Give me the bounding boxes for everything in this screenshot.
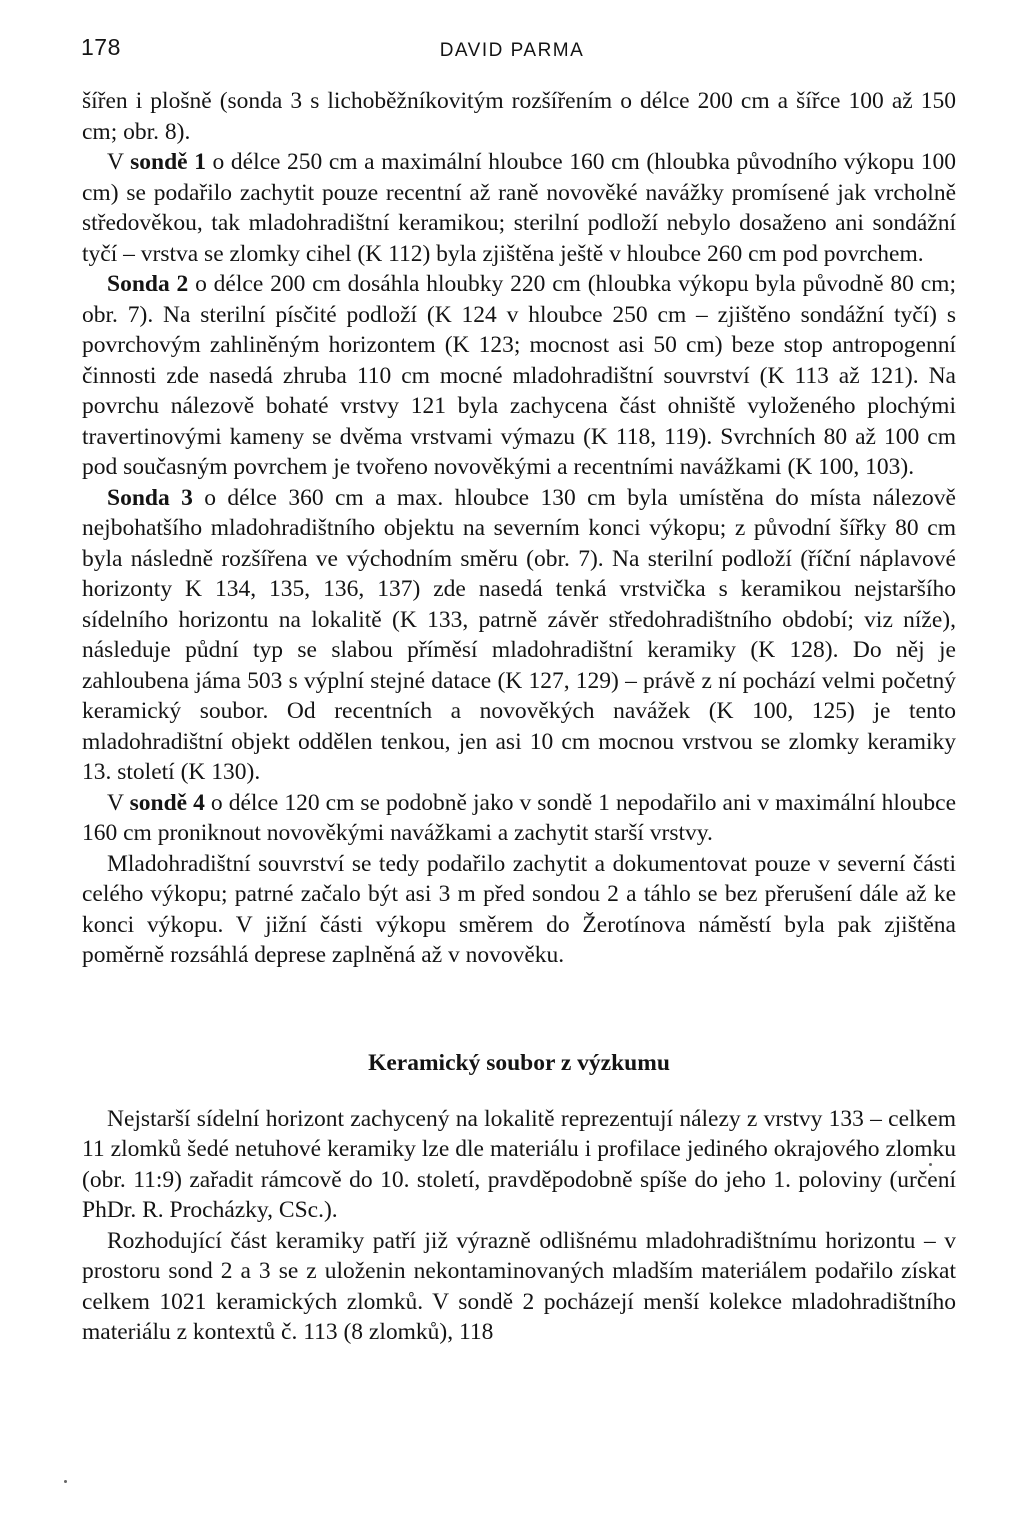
sonda-2-label: Sonda 2 (107, 271, 189, 297)
body-text (82, 86, 956, 1348)
section-heading: Keramický soubor z výzkumu (368, 1049, 670, 1076)
paragraph-continuation: šířen i plošně (sonda 3 s lichoběžníkovitým rozšířením o délce 200 cm a šířce 100 až 150 cm; obr. 8). (82, 88, 956, 145)
paragraph-sonda-4: V sondě 4 o délce 120 cm se podobně jako v sondě 1 nepodařilo ani v maximální hloubce 160 cm proniknout novověkými navážkami a zachytit starší vrstvy. (82, 789, 957, 846)
scan-speck (929, 1163, 932, 1166)
paragraph-ceramics-1: Nejstarší sídelní horizont zachycený na lokalitě reprezentují nálezy z vrstvy 133 – celkem 11 zlomků šedé netuhové keramiky lze dle materiálu i profilace jediného okrajového zlomku (obr. 11:9) zařadit rámcově do 10. století, pravděpodobně spíše do jeho 1. poloviny (určení PhDr. R. Procházky, CSc.). (82, 1105, 956, 1223)
paragraph-sonda-1: V sondě 1 o délce 250 cm a maximální hloubce 160 cm (hloubka původního výkopu 100 cm) se podařilo zachytit pouze recentní až raně novověké navážky promísené jak vrcholně středověkou, tak mladohradištní keramikou; sterilní podloží nebylo dosaženo ani sondážní tyčí – vrstva se zlomky cihel (K 112) byla zjištěna ještě v hloubce 260 cm pod povrchem. (82, 149, 956, 267)
paragraph-sonda-2: Sonda 2 o délce 200 cm dosáhla hloubky 220 cm (hloubka výkopu byla původně 80 cm; obr. 7). Na sterilní písčité podloží (K 124 v hloubce 250 cm – zjištěno sondážní tyčí) s povrchovým zahliněným horizontem (K 123; mocnost asi 50 cm) beze stop antropogenní činnosti zde nasedá zhruba 110 cm mocné mladohradištní souvrství (K 113 až 121). Na povrchu nálezově bohaté vrstvy 121 byla zachycena část ohniště vyloženého plochými travertinovými kameny se dvěma vrstvami výmazu (K 118, 119). Svrchních 80 až 100 cm pod současným povrchem je tvořeno novověkými a recentními navážkami (K 100, 103). (82, 271, 956, 480)
paragraph-summary: Mladohradištní souvrství se tedy podařilo zachytit a dokumentovat pouze v severní části celého výkopu; patrné začalo být asi 3 m před sondou 2 a táhlo se bez přerušení dále až ke konci výkopu. V jižní části výkopu směrem do Žerotínova náměstí byla pak zjištěna poměrně rozsáhlá deprese zaplněná až v novověku. (82, 850, 956, 968)
sonda-3-label: Sonda 3 (107, 484, 193, 511)
scan-speck (64, 1480, 67, 1483)
sonda-4-label: sondě 4 (129, 789, 205, 816)
paragraph-ceramics-2: Rozhodující část keramiky patří již výrazně odlišnému mladohradištnímu horizontu – v prostoru sond 2 a 3 se z uloženin nekontaminovaných mladším materiálem podařilo získat celkem 1021 keramických zlomků. V sondě 2 pocházejí menší kolekce mladohradištního materiálu z kontextů č. 113 (8 zlomků), 118 (82, 1227, 956, 1345)
running-head: DAVID PARMA (439, 40, 585, 61)
paragraph-sonda-3: Sonda 3 o délce 360 cm a max. hloubce 130 cm byla umístěna do místa nálezově nejbohatšího mladohradištního objektu na severním konci výkopu; z původní šířky 80 cm byla následně rozšířena ve východním směru (obr. 7). Na sterilní podloží (říční náplavové horizonty K 134, 135, 136, 137) zde nasedá tenká vrstvička s keramikou nejstaršího sídelního horizontu na lokalitě (K 133, patrně závěr středohradištního období; viz níže), následuje půdní typ se slabou příměsí mladohradištní keramiky (K 128). Do něj je zahloubena jáma 503 s výplní stejné datace (K 127, 129) – právě z ní pochází velmi početný keramický soubor. Od recentních a novověkých navážek (K 100, 125) je tento mladohradištní objekt oddělen tenkou, jen asi 10 cm mocnou vrstvou se zlomky keramiky 13. století (K 130). (82, 484, 956, 785)
page-number: 178 (81, 34, 121, 60)
sonda-1-label: sondě 1 (130, 149, 206, 175)
